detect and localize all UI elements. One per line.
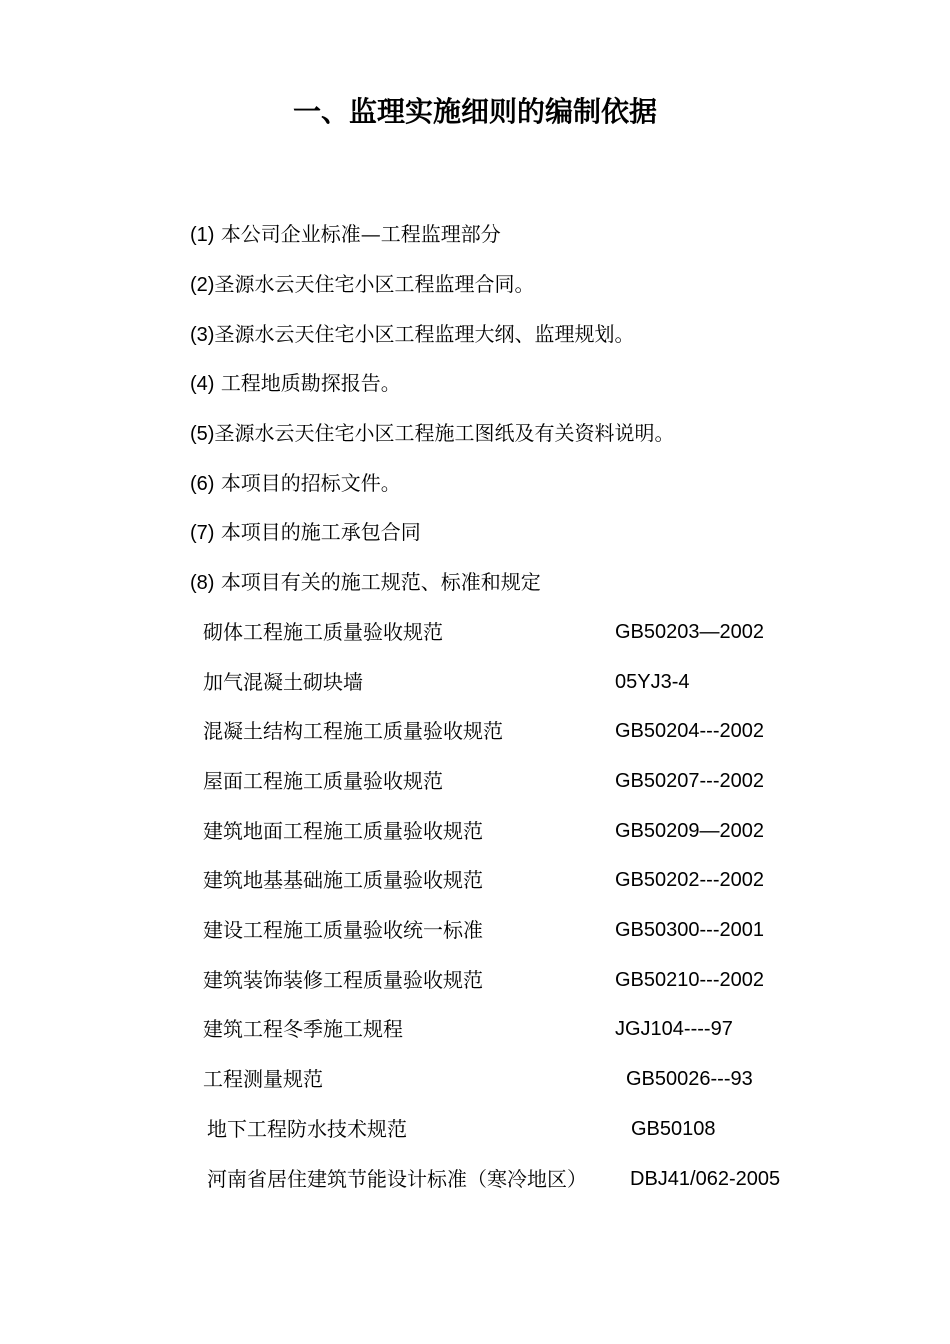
standard-code: GB50202---2002 — [615, 869, 764, 891]
standard-name: 建筑工程冬季施工规程 — [203, 1017, 403, 1041]
basis-item-text: 圣源水云天住宅小区工程施工图纸及有关资料说明。 — [214, 421, 675, 445]
basis-item-number: (4) — [190, 373, 215, 395]
basis-item-text: 本项目的施工承包合同 — [220, 520, 421, 544]
standard-code: GB50210---2002 — [615, 969, 764, 991]
basis-item-number: (5) — [190, 423, 215, 445]
basis-item-6 — [190, 469, 401, 498]
standard-name: 建设工程施工质量验收统一标准 — [203, 918, 483, 942]
standard-code: GB50026---93 — [626, 1068, 753, 1090]
standard-name: 加气混凝土砌块墙 — [203, 670, 363, 694]
basis-item-number: (6) — [190, 473, 215, 495]
basis-item-7 — [190, 518, 421, 547]
standard-code: GB50209—2002 — [615, 820, 765, 842]
basis-item-number: (8) — [190, 572, 215, 594]
basis-item-2 — [190, 270, 534, 299]
standard-name: 工程测量规范 — [203, 1067, 323, 1091]
basis-item-text: 圣源水云天住宅小区工程监理大纲、监理规划。 — [214, 322, 635, 346]
basis-item-number: (2) — [190, 274, 215, 296]
basis-item-number: (3) — [190, 324, 215, 346]
basis-item-3 — [190, 320, 634, 349]
standard-code: 05YJ3-4 — [615, 671, 690, 693]
standard-name: 河南省居住建筑节能设计标准（寒冷地区） — [207, 1167, 587, 1191]
standard-code: DBJ41/062-2005 — [630, 1168, 781, 1190]
basis-item-text: 工程地质勘探报告。 — [220, 371, 401, 395]
standard-code: GB50203—2002 — [615, 621, 765, 643]
standard-code: GB50300---2001 — [615, 919, 764, 941]
standard-name: 建筑装饰装修工程质量验收规范 — [203, 968, 483, 992]
standard-name: 混凝土结构工程施工质量验收规范 — [203, 719, 503, 743]
standard-name: 建筑地面工程施工质量验收规范 — [203, 819, 483, 843]
basis-item-1 — [190, 220, 501, 249]
basis-item-text: 本项目有关的施工规范、标准和规定 — [220, 570, 541, 594]
basis-item-text: 圣源水云天住宅小区工程监理合同。 — [214, 272, 535, 296]
standard-name: 地下工程防水技术规范 — [207, 1117, 407, 1141]
standard-code: GB50207---2002 — [615, 770, 764, 792]
page-title: 一、监理实施细则的编制依据 — [292, 95, 657, 128]
standard-code: GB50204---2002 — [615, 720, 764, 742]
basis-item-text: 本公司企业标准—工程监理部分 — [220, 222, 501, 246]
basis-item-5 — [190, 419, 674, 448]
basis-item-8 — [190, 568, 541, 597]
standard-name: 建筑地基基础施工质量验收规范 — [203, 868, 483, 892]
basis-item-number: (7) — [190, 522, 215, 544]
standard-code: GB50108 — [631, 1118, 716, 1140]
standard-name: 屋面工程施工质量验收规范 — [203, 769, 443, 793]
basis-item-4 — [190, 369, 401, 398]
basis-item-text: 本项目的招标文件。 — [220, 471, 401, 495]
standard-code: JGJ104----97 — [615, 1018, 733, 1040]
basis-item-number: (1) — [190, 224, 215, 246]
standard-name: 砌体工程施工质量验收规范 — [203, 620, 443, 644]
